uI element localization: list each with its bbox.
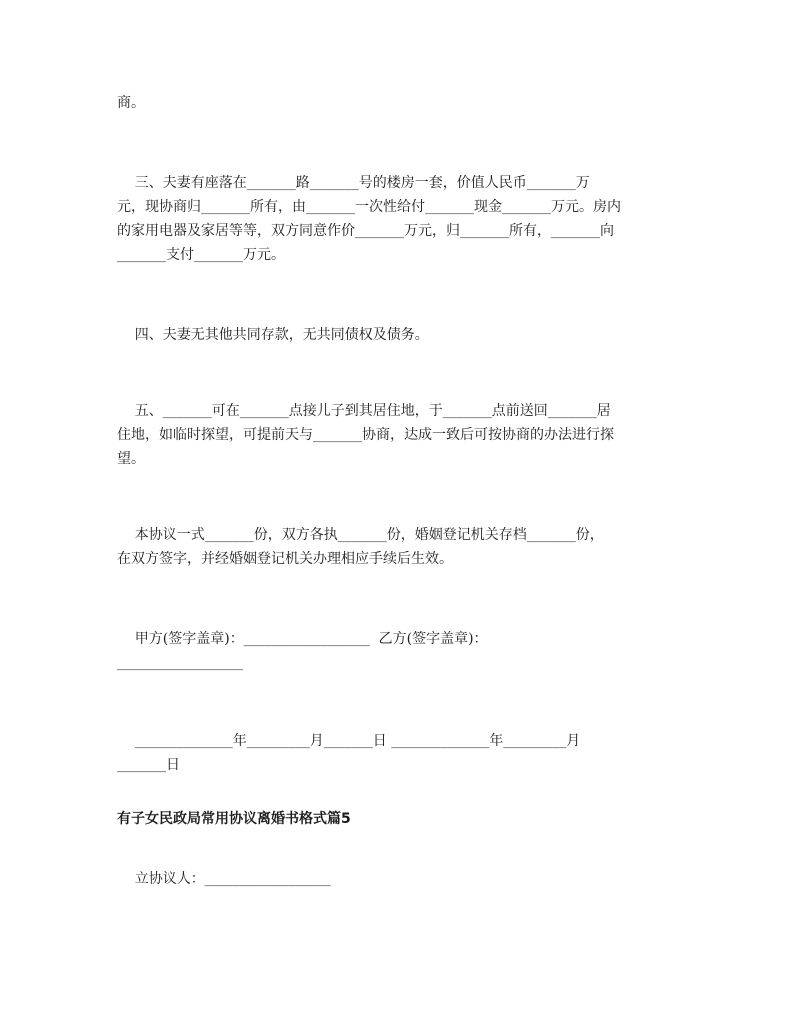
text-line-clause-3: _______支付_______万元。 bbox=[117, 247, 285, 263]
date-line: _______日 bbox=[117, 757, 180, 773]
text-line-clause-3: 的家用电器及家居等等，双方同意作价_______万元，归_______所有，_______向 bbox=[117, 223, 614, 239]
text-line-clause-5: 望。 bbox=[117, 451, 145, 467]
date-line: ______________年_________月_______日 ______________年_________月 bbox=[117, 733, 581, 749]
party-line: 立协议人：__________________ bbox=[117, 871, 331, 887]
signature-line: 甲方(签字盖章)：__________________ 乙方(签字盖章)： bbox=[117, 631, 488, 647]
text-line-clause-end: 商。 bbox=[117, 95, 145, 111]
text-line-clause-3: 元，现协商归_______所有，由_______一次性给付_______现金_______万元。房内 bbox=[117, 199, 621, 215]
text-line-copies: 在双方签字，并经婚姻登记机关办理相应手续后生效。 bbox=[117, 551, 453, 567]
text-line-clause-5: 住地，如临时探望，可提前天与_______协商，达成一致后可按协商的办法进行探 bbox=[117, 427, 614, 443]
text-line-clause-5: 五、_______可在_______点接儿子到其居住地，于_______点前送回_______居 bbox=[117, 403, 611, 419]
text-line-clause-4: 四、夫妻无其他共同存款，无共同债权及债务。 bbox=[117, 327, 429, 343]
section-heading: 有子女民政局常用协议离婚书格式篇5 bbox=[117, 811, 351, 827]
text-line-clause-3: 三、夫妻有座落在_______路_______号的楼房一套，价值人民币_______万 bbox=[117, 175, 590, 191]
signature-line: __________________ bbox=[117, 655, 243, 671]
text-line-copies: 本协议一式_______份，双方各执_______份，婚姻登记机关存档_______份， bbox=[117, 527, 604, 543]
